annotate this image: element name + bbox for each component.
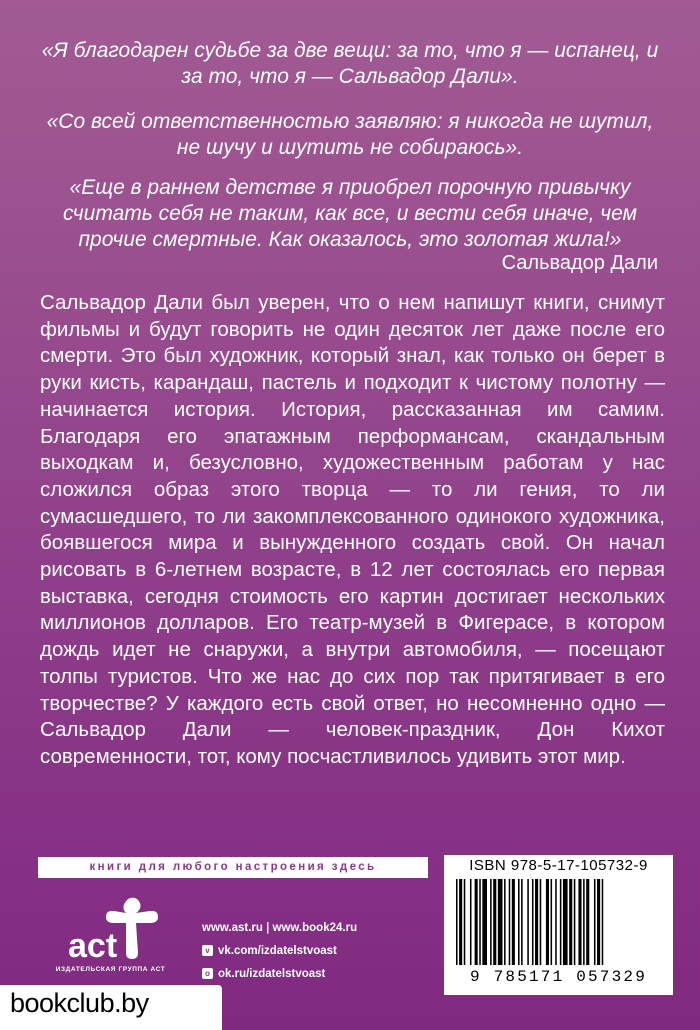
book-description: Сальвадор Дали был уверен, что о нем напишут книги, снимут фильмы и будут говорить не один десяток лет даже после его смерти. Это был художник, который знал, как только он берет в руки кисть, карандаш, пастель и подходит к чистому полотну — начинается история. История, рассказанная им самим. Благодаря его эпатажным перформансам, скандальным выходкам и, безусловно, художественным работам у нас сложился образ этого творца — то ли гения, то ли сумасшедшего, то ли закомплексованного одинокого художника, боявшегося мира и вынужденного создать свой. Он начал рисовать в 6-летнем возрасте, в 12 лет состоялась его первая выставка, сегодня стоимость его картин достигает нескольких миллионов долларов. Его театр-музей в Фигерасе, в котором дождь идет не снаружи, а внутри автомобиля, — посещают толпы туристов. Что же нас до сих пор так притягивает в его творчестве? У каждого есть свой ответ, но несомненно одно — Сальвадор Дали — человек-праздник, Дон Кихот современности, тот, кому посчастливилось удивить этот мир.: [40, 291, 665, 768]
quote-2: «Со всей ответственностью заявляю: я никогда не шутил, не шучу и шутить не собираюсь».: [46, 110, 654, 159]
vk-icon: v: [202, 945, 213, 956]
ok-link[interactable]: ok.ru/izdatelstvoast: [218, 967, 326, 980]
slogan-banner: книги для любого настроения здесь: [38, 857, 428, 878]
watermark-banner: [0, 985, 222, 1030]
watermark-text: bookclub.by: [10, 988, 149, 1018]
websites-row: [202, 916, 357, 939]
ok-row: [202, 962, 357, 985]
barcode-icon: [454, 879, 663, 967]
vk-link[interactable]: vk.com/izdatelstvoast: [218, 944, 337, 957]
publisher-contacts: [202, 916, 357, 985]
quote-3: «Еще в раннем детстве я приобрел порочную привычку считать себя не таким, как все, и вести себя иначе, чем прочие смертные. Как оказалось, это золотая жила!»: [62, 176, 638, 251]
quote-author: Сальвадор Дали: [501, 252, 658, 274]
ok-icon: o: [202, 968, 213, 979]
quote-1: «Я благодарен судьбе за две вещи: за то, что я — испанец, и за то, что я — Сальвадор Дали».: [41, 39, 659, 88]
barcode-digits: 9 785171 057329: [469, 968, 648, 986]
barcode-box: [444, 855, 673, 995]
websites-link[interactable]: www.ast.ru | www.book24.ru: [202, 921, 358, 934]
isbn-label: ISBN 978-5-17-105732-9: [469, 857, 648, 874]
logo-text: act: [68, 927, 118, 965]
ast-logo: [66, 895, 166, 975]
publisher-caption: ИЗДАТЕЛЬСКАЯ ГРУППА АСТ: [55, 966, 166, 973]
vk-row: [202, 939, 357, 962]
